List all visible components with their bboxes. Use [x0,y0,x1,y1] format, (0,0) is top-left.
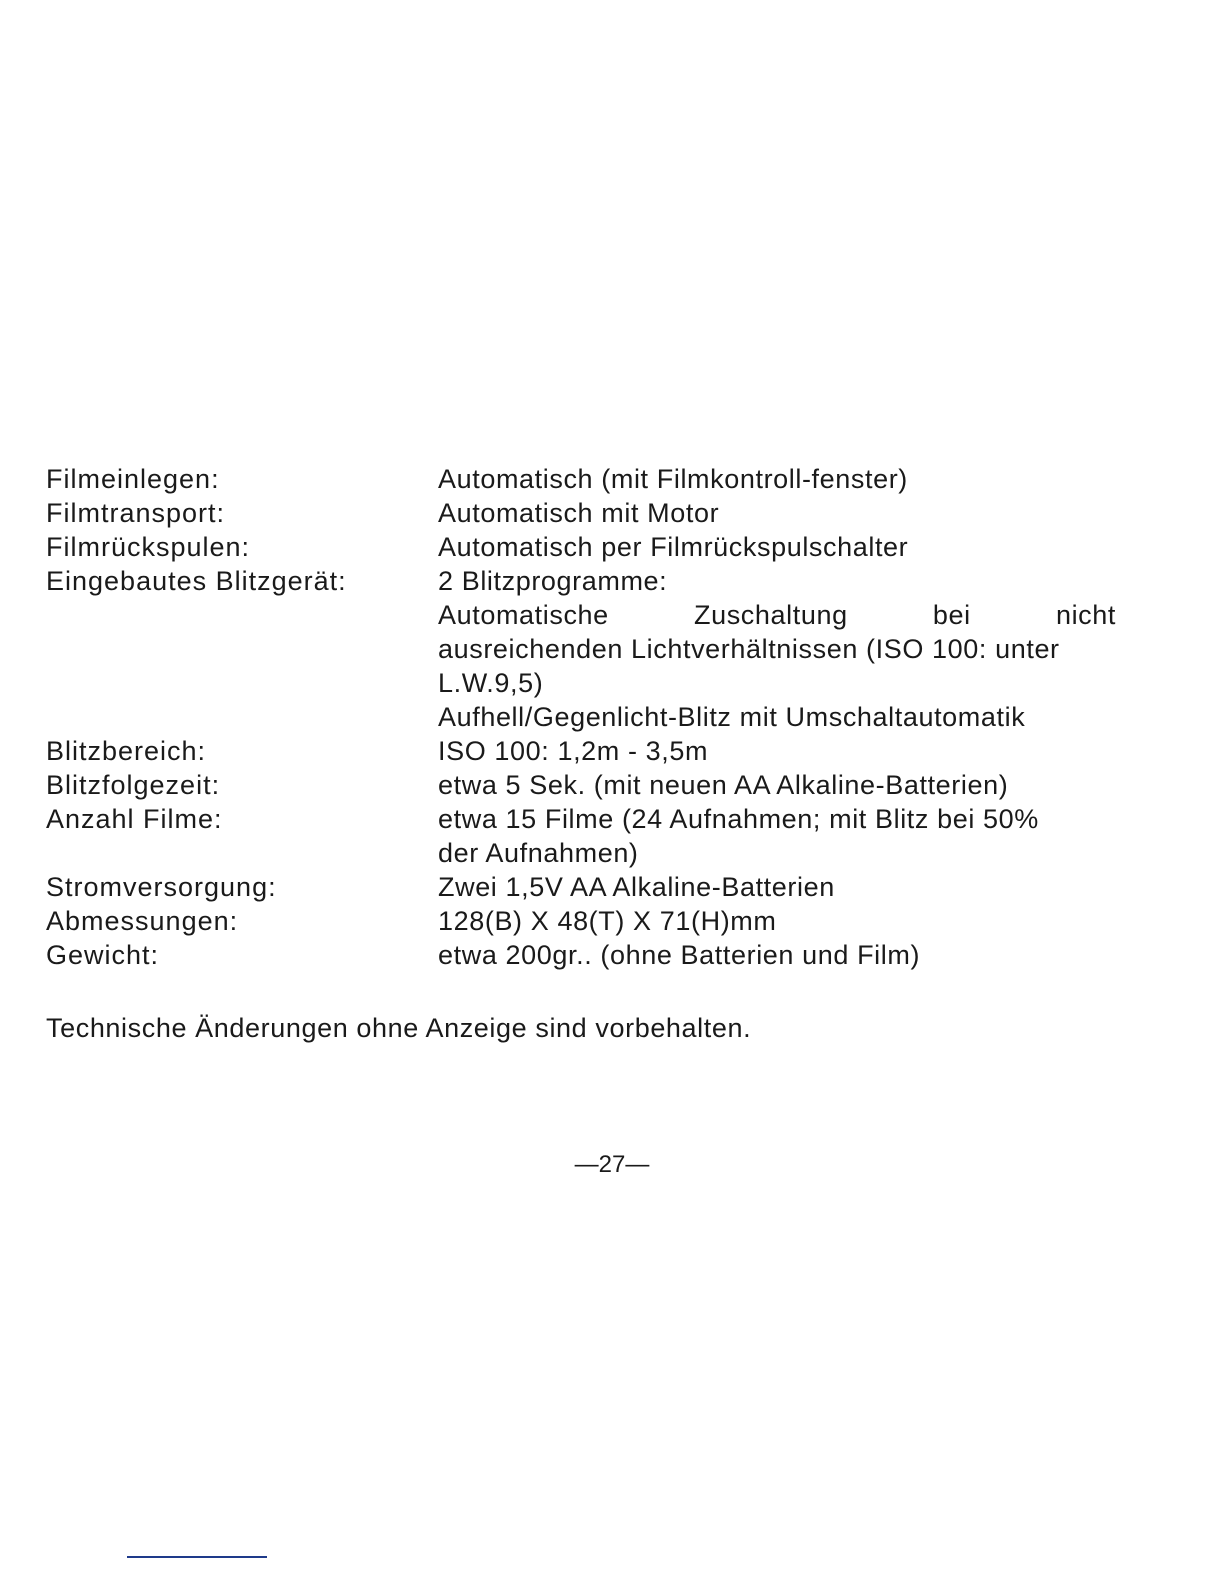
spec-value: ISO 100: 1,2m - 3,5m [438,736,709,766]
spec-row-abmessungen [46,904,1116,938]
spec-value: 128(B) X 48(T) X 71(H)mm [438,906,777,936]
spec-values [438,530,1116,564]
spec-value: etwa 5 Sek. (mit neuen AA Alkaline-Batterien) [438,770,1009,800]
spec-label: Filmtransport: [46,498,226,528]
spec-label: Filmrückspulen: [46,532,251,562]
spec-values [438,938,1116,972]
spec-values [438,768,1116,802]
spec-values [438,564,1116,734]
technical-changes-note: Technische Änderungen ohne Anzeige sind vorbehalten. [46,1013,752,1043]
spec-row-blitzbereich [46,734,1116,768]
page-number: —27— [574,1151,650,1178]
spec-row-blitzgeraet [46,564,1116,734]
spec-label: Filmeinlegen: [46,464,220,494]
spec-label: Stromversorgung: [46,872,277,902]
spec-values [438,462,1116,496]
spec-value: Zwei 1,5V AA Alkaline-Batterien [438,872,835,902]
spec-values [438,496,1116,530]
spec-values [438,802,1116,870]
spec-value: L.W.9,5) [438,668,544,698]
spec-row-filmrueckspulen [46,530,1116,564]
spec-value: etwa 15 Filme (24 Aufnahmen; mit Blitz bei 50% [438,804,1039,834]
spec-row-blitzfolgezeit [46,768,1116,802]
spec-value: der Aufnahmen) [438,838,639,868]
spec-row-filmeinlegen [46,462,1116,496]
spec-label: Anzahl Filme: [46,804,223,834]
spec-value: Automatisch per Filmrückspulschalter [438,532,909,562]
specifications-table [46,462,1116,972]
spec-value: 2 Blitzprogramme: [438,566,668,596]
spec-value: etwa 200gr.. (ohne Batterien und Film) [438,940,921,970]
spec-label: Blitzfolgezeit: [46,770,221,800]
spec-row-anzahl-filme [46,802,1116,870]
spec-value: Aufhell/Gegenlicht-Blitz mit Umschaltautomatik [438,702,1026,732]
spec-value: ausreichenden Lichtverhältnissen (ISO 100: unter [438,634,1060,664]
spec-value: Automatisch mit Motor [438,498,720,528]
spec-row-filmtransport [46,496,1116,530]
bottom-divider-line [127,1556,267,1558]
spec-value: Automatisch (mit Filmkontroll-fenster) [438,464,908,494]
spec-row-stromversorgung [46,870,1116,904]
spec-label: Blitzbereich: [46,736,207,766]
spec-label: Eingebautes Blitzgerät: [46,566,347,596]
spec-values [438,870,1116,904]
spec-value: Automatische Zuschaltung bei nicht [438,600,1116,630]
spec-values [438,734,1116,768]
spec-label: Abmessungen: [46,906,239,936]
spec-values [438,904,1116,938]
spec-row-gewicht [46,938,1116,972]
spec-label: Gewicht: [46,940,160,970]
